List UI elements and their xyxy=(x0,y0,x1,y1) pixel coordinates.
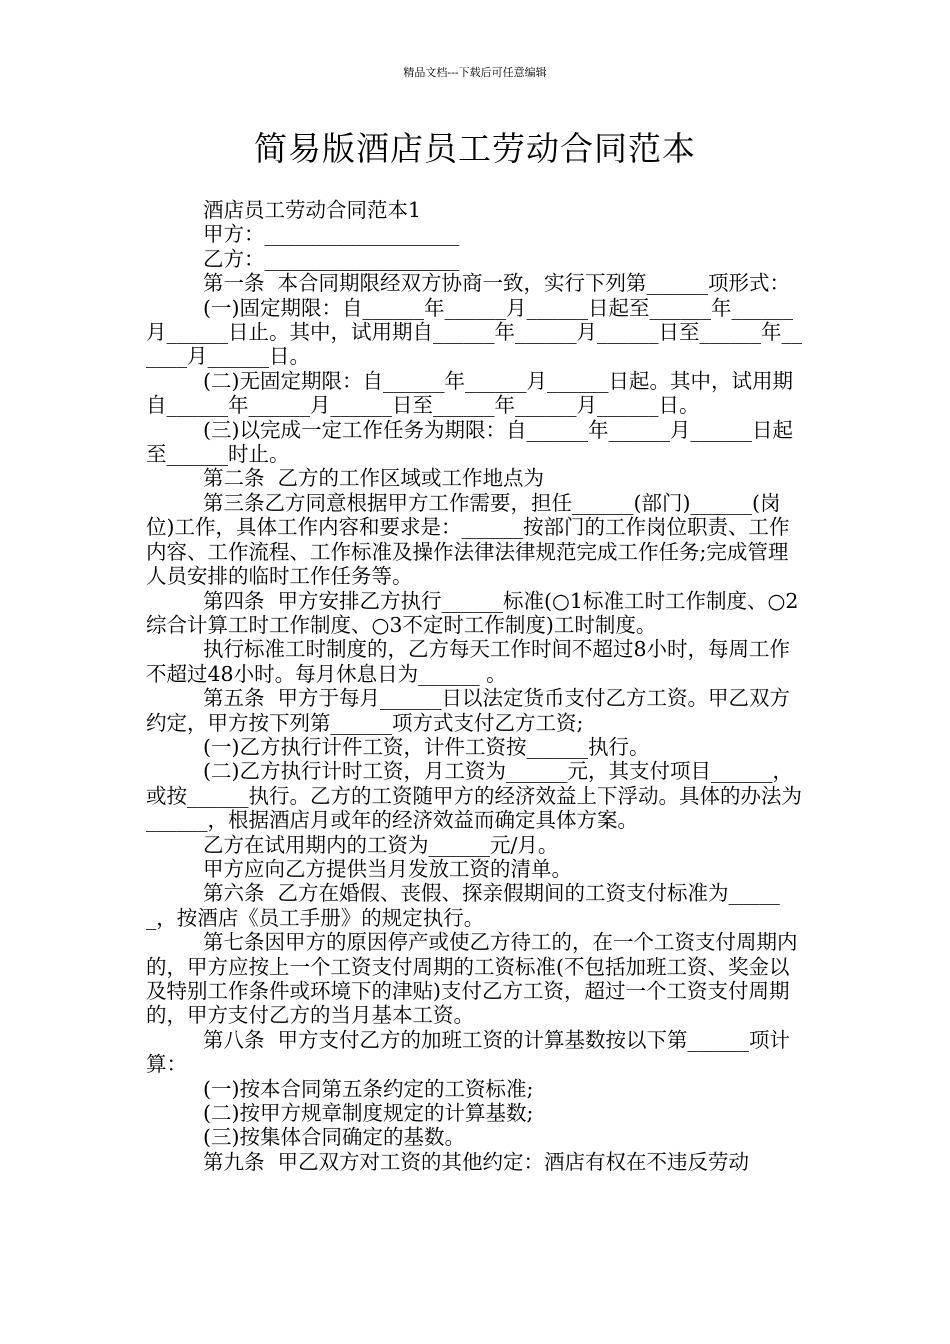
paragraph: 第五条 甲方于每月______日以法定货币支付乙方工资。甲乙双方约定，甲方按下列第______项方式支付乙方工资; xyxy=(146,686,791,735)
paragraph: (三)以完成一定工作任务为期限：自______年______月______日起至______时止。 xyxy=(146,417,793,467)
paragraph: 执行标准工时制度的，乙方每天工作时间不超过8小时，每周工作不超过48小时。每月休息日为______ 。 xyxy=(146,637,791,686)
header-note: 精品文档---下载后可任意编辑 xyxy=(403,66,547,79)
paragraph: 第四条 甲方安排乙方执行______标准(○1标准工时工作制度、○2综合计算工时工作制度、○3不定时工作制度)工时制度。 xyxy=(146,588,799,637)
paragraph: 第三条乙方同意根据甲方工作需要，担任______(部门)______(岗位)工作，具体工作内容和要求是：______按部门的工作岗位职责、工作内容、工作流程、工作标准及操作法律法律规范完成工作任务;完成管理人员安排的临时工作任务等。 xyxy=(146,490,790,589)
paragraph: (三)按集体合同确定的基数。 xyxy=(203,1125,465,1150)
paragraph: 甲方应向乙方提供当月发放工资的清单。 xyxy=(203,856,572,881)
paragraph: 第二条 乙方的工作区域或工作地点为 xyxy=(203,466,545,491)
paragraph: 第九条 甲乙双方对工资的其他约定：酒店有权在不违反劳动 xyxy=(203,1149,750,1174)
paragraph: 第八条 甲方支付乙方的加班工资的计算基数按以下第______项计算： xyxy=(146,1027,791,1077)
paragraph: (二)按甲方规章制度规定的计算基数; xyxy=(203,1101,534,1126)
paragraph: (一)固定期限：自______年______月______日起至______年______月______日止。其中，试用期自______年______月______日至______年______月______日。 xyxy=(146,295,802,369)
document-body xyxy=(146,198,806,1174)
paragraph: (一)按本合同第五条约定的工资标准; xyxy=(203,1076,534,1101)
paragraph: 酒店员工劳动合同范本1 xyxy=(203,198,422,222)
paragraph: 第六条 乙方在婚假、丧假、探亲假期间的工资支付标准为______，按酒店《员工手册》的规定执行。 xyxy=(146,881,780,930)
paragraph: 乙方：___________________ xyxy=(203,246,460,271)
paragraph: 第七条因甲方的原因停产或使乙方待工的，在一个工资支付周期内的，甲方应按上一个工资支付周期的工资标准(不包括加班工资、奖金以及特别工作条件或环境下的津贴)支付乙方工资，超过一个工资支付周期的，甲方支付乙方的当月基本工资。 xyxy=(146,930,798,1028)
document-title: 简易版酒店员工劳动合同范本 xyxy=(254,129,696,168)
paragraph: (二)乙方执行计时工资，月工资为______元，其支付项目______，或按______执行。乙方的工资随甲方的经济效益上下浮动。具体的办法为______，根据酒店月或年的经济效益而确定具体方案。 xyxy=(146,759,802,833)
paragraph: 甲方：___________________ xyxy=(203,222,460,247)
paragraph: 第一条 本合同期限经双方协商一致，实行下列第______项形式： xyxy=(203,271,791,296)
paragraph: (一)乙方执行计件工资，计件工资按______执行。 xyxy=(203,734,650,759)
paragraph: (二)无固定期限：自______年______月______日起。其中，试用期自______年______月______日至______年______月______日。 xyxy=(146,368,793,418)
paragraph: 乙方在试用期内的工资为______元/月。 xyxy=(203,832,559,857)
